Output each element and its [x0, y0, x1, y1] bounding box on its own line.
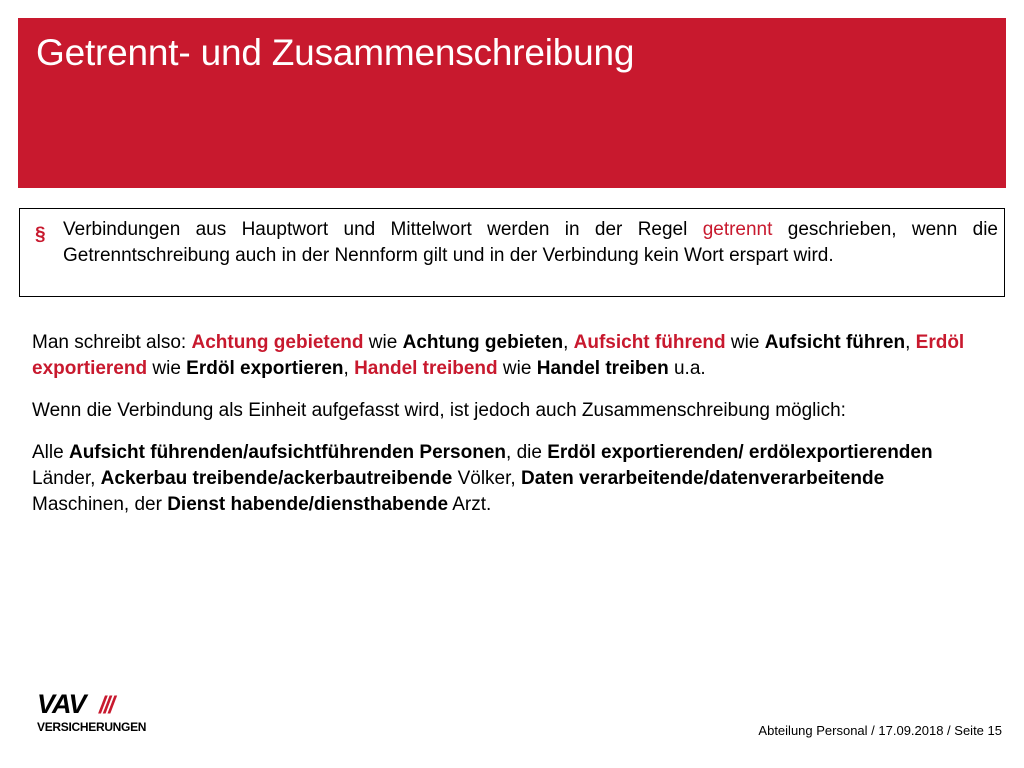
- rule-text-start: Verbindungen aus Hauptwort und Mittelwort werden in der Regel: [63, 219, 703, 240]
- logo-stripes-icon: ///: [99, 692, 114, 719]
- text-segment: u.a.: [668, 358, 706, 379]
- example-separate: Handel treibend: [354, 358, 498, 379]
- text-segment: Maschinen, der: [32, 494, 168, 515]
- example-combined: Aufsicht führenden/aufsichtführenden Personen: [68, 442, 507, 463]
- rule-text-end: geschrieben, wenn die Getrenntschreibung auch in der Nennform gilt und in der Verbindung kein Wort erspart wird.: [63, 219, 998, 266]
- example-separate: Erdöl exportierend: [32, 332, 965, 379]
- example-infinitive: Achtung gebieten: [402, 332, 564, 353]
- text-segment: ,: [343, 358, 355, 379]
- text-segment: wie: [147, 358, 187, 379]
- text-segment: wie: [725, 332, 765, 353]
- page-title: Getrennt- und Zusammenschreibung: [36, 32, 635, 73]
- paragraph-bullet: §: [35, 224, 46, 245]
- examples-paragraph: [32, 330, 977, 382]
- text-segment: Länder,: [32, 468, 101, 489]
- text-segment: ,: [563, 332, 574, 353]
- text-segment: ,: [905, 332, 916, 353]
- example-separate: Aufsicht führend: [573, 332, 726, 353]
- combined-examples-paragraph: [32, 440, 977, 518]
- example-separate: Achtung gebietend: [191, 332, 364, 353]
- text-segment: Arzt.: [448, 494, 492, 515]
- example-combined: Ackerbau treibende/ackerbautreibende: [100, 468, 453, 489]
- text-segment: Man schreibt also:: [32, 332, 192, 353]
- vav-logo: [37, 691, 157, 737]
- text-segment: , die: [506, 442, 548, 463]
- text-segment: Völker,: [452, 468, 521, 489]
- rule-highlight: getrennt: [702, 219, 773, 240]
- main-content: [32, 330, 977, 534]
- example-combined: Daten verarbeitende/datenverarbeitende: [520, 468, 885, 489]
- logo-wordmark: VAV: [37, 689, 86, 719]
- logo-subtitle: VERSICHERUNGEN: [37, 720, 147, 734]
- example-infinitive: Handel treiben: [536, 358, 669, 379]
- rule-box: [19, 208, 1005, 297]
- text-segment: wie: [497, 358, 537, 379]
- footer-info: Abteilung Personal / 17.09.2018 / Seite 15: [758, 723, 1002, 738]
- unit-paragraph: Wenn die Verbindung als Einheit aufgefasst wird, ist jedoch auch Zusammenschreibung möglich:: [32, 400, 846, 421]
- rule-text: [63, 217, 998, 269]
- example-combined: Dienst habende/diensthabende: [167, 494, 449, 515]
- text-segment: Alle: [32, 442, 69, 463]
- example-infinitive: Erdöl exportieren: [186, 358, 344, 379]
- text-segment: wie: [363, 332, 403, 353]
- example-infinitive: Aufsicht führen: [764, 332, 906, 353]
- title-banner: [18, 18, 1006, 188]
- example-combined: Erdöl exportierenden/ erdölexportierenden: [547, 442, 933, 463]
